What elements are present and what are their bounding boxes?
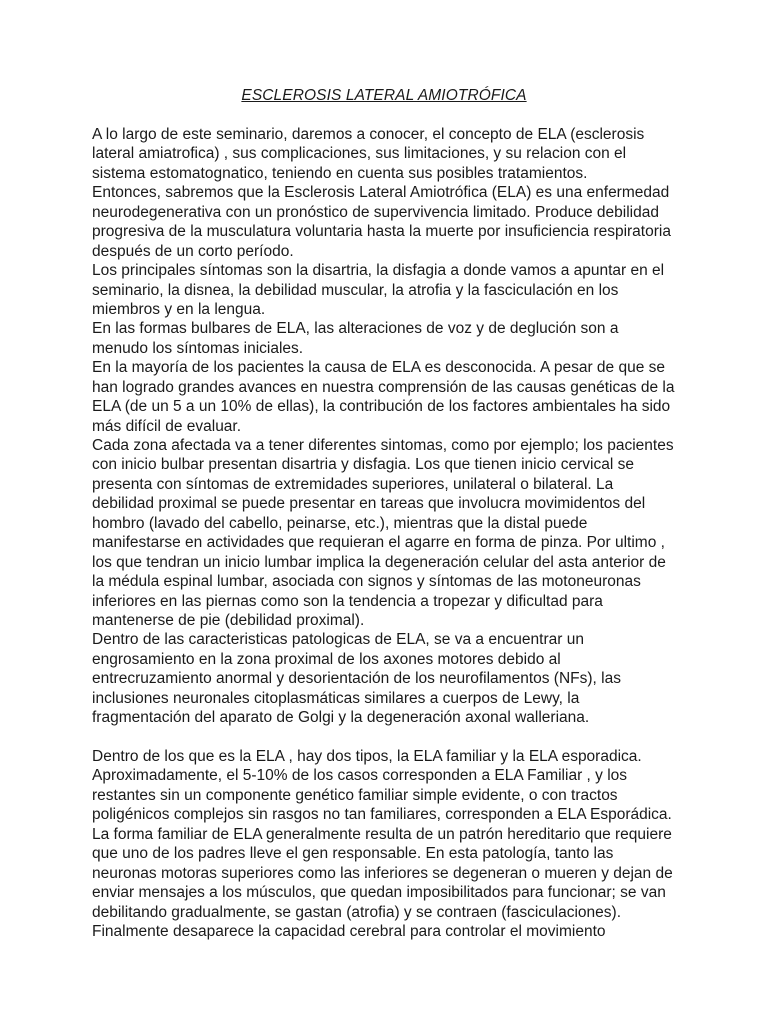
- text-line: Dentro de los que es la ELA , hay dos tipos, la ELA familiar y la ELA esporadica.: [92, 748, 642, 765]
- text-line: inferiores en las piernas como son la tendencia a tropezar y dificultad para: [92, 592, 603, 610]
- text-line: A lo largo de este seminario, daremos a conocer, el concepto de ELA (esclerosis: [92, 126, 645, 143]
- text-line: fragmentación del aparato de Golgi y la degeneración axonal walleriana.: [92, 709, 590, 727]
- document-body: [92, 125, 692, 941]
- text-line: neurodegenerativa con un pronóstico de supervivencia limitado. Produce debilidad: [92, 203, 659, 221]
- text-line: entrecruzamiento anormal y desorientación de los neurofilamentos (NFs), las: [92, 670, 621, 688]
- text-line: hombro (lavado del cabello, peinarse, etc.), mientras que la distal puede: [92, 514, 588, 532]
- text-line: la médula espinal lumbar, asociada con signos y síntomas de las motoneuronas: [92, 573, 641, 591]
- text-line: progresiva de la musculatura voluntaria hasta la muerte por insuficiencia respiratoria: [92, 223, 671, 241]
- text-line: neuronas motoras superiores como las inferiores se degeneran o mueren y dejan de: [92, 864, 673, 882]
- text-line: con inicio bulbar presentan disartria y disfagia. Los que tienen inicio cervical se: [92, 456, 634, 474]
- text-line: presenta con síntomas de extremidades superiores, unilateral o bilateral. La: [92, 475, 614, 493]
- text-line: restantes sin un componente genético familiar simple evidente, o con tractos: [92, 786, 618, 804]
- text-line: poligénicos complejos sin rasgos no tan familiares, corresponden a ELA Esporádica.: [92, 806, 672, 824]
- text-line: Entonces, sabremos que la Esclerosis Lateral Amiotrófica (ELA) es una enfermedad: [92, 184, 670, 202]
- text-line: enviar mensajes a los músculos, que quedan imposibilitados para funcionar; se van: [92, 884, 666, 902]
- text-line: miembros y en la lengua.: [92, 300, 266, 318]
- text-line: Dentro de las caracteristicas patologicas de ELA, se va a encuentrar un: [92, 631, 584, 649]
- text-line: inclusiones neuronales citoplasmáticas similares a cuerpos de Lewy, la: [92, 689, 580, 707]
- text-line: menudo los síntomas iniciales.: [92, 339, 304, 357]
- text-line: La forma familiar de ELA generalmente resulta de un patrón hereditario que requiere: [92, 825, 672, 843]
- text-line: sistema estomatognatico, teniendo en cuenta sus posibles tratamientos.: [92, 164, 588, 182]
- text-line: Finalmente desaparece la capacidad cerebral para controlar el movimiento: [92, 922, 606, 940]
- text-line: Los principales síntomas son la disartria, la disfagia a donde vamos a apuntar en el: [92, 262, 665, 280]
- text-line: Cada zona afectada va a tener diferentes sintomas, como por ejemplo; los pacientes: [92, 437, 674, 454]
- text-line: engrosamiento en la zona proximal de los axones motores debido al: [92, 650, 561, 668]
- text-line: los que tendran un inicio lumbar implica la degeneración celular del asta anterior de: [92, 553, 666, 571]
- text-line: manifestarse en actividades que requieran el agarre en forma de pinza. Por ultimo ,: [92, 534, 665, 552]
- text-line: En la mayoría de los pacientes la causa de ELA es desconocida. A pesar de que se: [92, 359, 666, 377]
- document-title: ESCLEROSIS LATERAL AMIOTRÓFICA: [241, 87, 527, 104]
- text-line: debilidad proximal se puede presentar en tareas que involucra movimidentos del: [92, 495, 646, 513]
- text-line: ELA (de un 5 a un 10% de ellas), la contribución de los factores ambientales ha sido: [92, 398, 671, 416]
- text-line: debilitando gradualmente, se gastan (atrofia) y se contraen (fasciculaciones).: [92, 903, 622, 921]
- text-line: Aproximadamente, el 5-10% de los casos corresponden a ELA Familiar , y los: [92, 767, 628, 785]
- text-line: después de un corto período.: [92, 242, 294, 260]
- text-line: que uno de los padres lleve el gen responsable. En esta patología, tanto las: [92, 845, 614, 863]
- text-line: seminario, la disnea, la debilidad muscular, la atrofia y la fasciculación en los: [92, 281, 619, 299]
- text-line: mantenerse de pie (debilidad proximal).: [92, 611, 365, 629]
- text-line: han logrado grandes avances en nuestra comprensión de las causas genéticas de la: [92, 378, 675, 396]
- text-line: lateral amiatrofica) , sus complicaciones, sus limitaciones, y su relacion con el: [92, 145, 627, 163]
- text-line: más difícil de evaluar.: [92, 417, 242, 435]
- paragraph-spacer: [92, 728, 692, 747]
- text-line: En las formas bulbares de ELA, las alteraciones de voz y de deglución son a: [92, 320, 619, 338]
